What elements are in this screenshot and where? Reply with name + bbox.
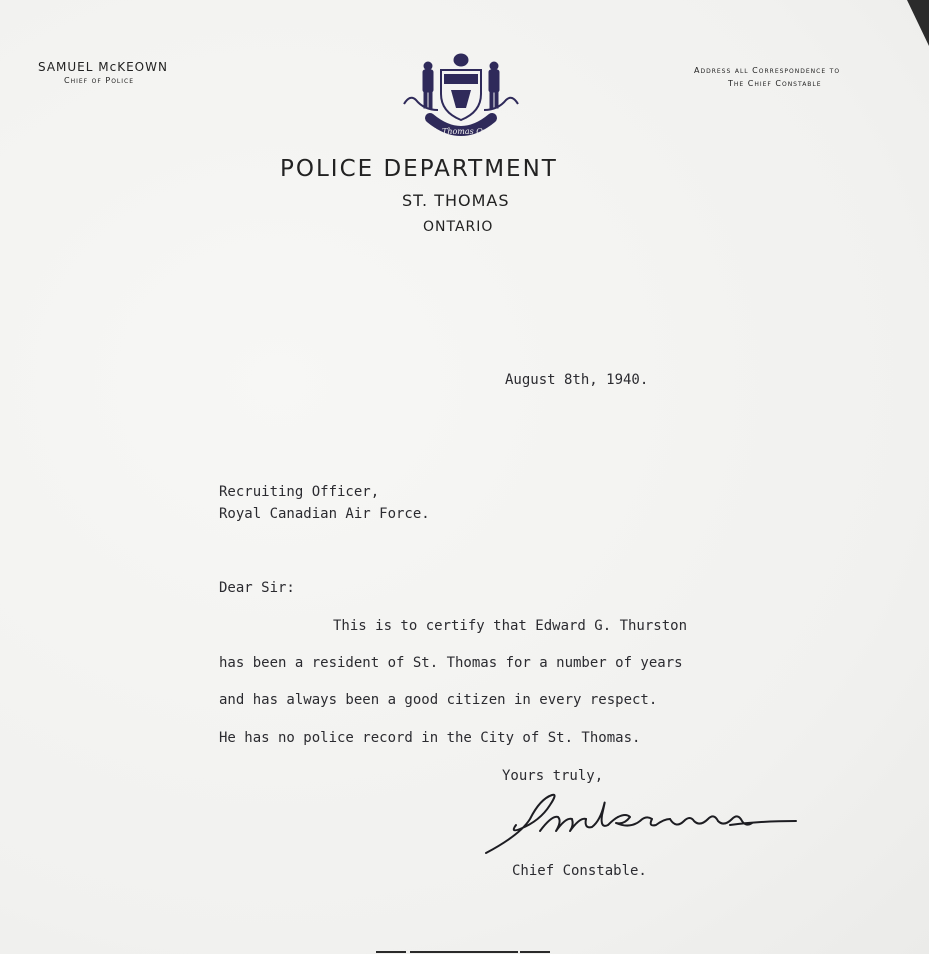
chief-title: Chief of Police xyxy=(64,76,135,85)
bottom-mark xyxy=(410,951,518,953)
closing: Yours truly, xyxy=(502,768,604,784)
signer-title: Chief Constable. xyxy=(512,863,647,879)
department-heading: POLICE DEPARTMENT xyxy=(280,156,558,182)
handwritten-signature xyxy=(480,785,800,857)
bottom-mark xyxy=(376,951,406,953)
page-corner-fold xyxy=(907,0,929,46)
city-heading: ST. THOMAS xyxy=(402,191,510,210)
province-heading: ONTARIO xyxy=(423,219,494,235)
chief-name: SAMUEL McKEOWN xyxy=(38,60,168,74)
address-line-2: The Chief Constable xyxy=(728,79,822,88)
recipient-line-2: Royal Canadian Air Force. xyxy=(219,506,430,522)
letter-date: August 8th, 1940. xyxy=(505,372,649,388)
bottom-mark xyxy=(520,951,550,953)
body-line-1: This is to certify that Edward G. Thurston xyxy=(333,618,688,634)
body-line-2: has been a resident of St. Thomas for a number of years xyxy=(219,655,683,671)
svg-text:St. Thomas Ont.: St. Thomas Ont. xyxy=(428,127,494,136)
salutation: Dear Sir: xyxy=(219,580,295,596)
city-seal-icon xyxy=(396,50,526,146)
address-line-1: Address all Correspondence to xyxy=(694,66,841,75)
body-line-3: and has always been a good citizen in every respect. xyxy=(219,692,658,708)
body-line-4: He has no police record in the City of St. Thomas. xyxy=(219,730,641,746)
recipient-line-1: Recruiting Officer, xyxy=(219,484,380,500)
